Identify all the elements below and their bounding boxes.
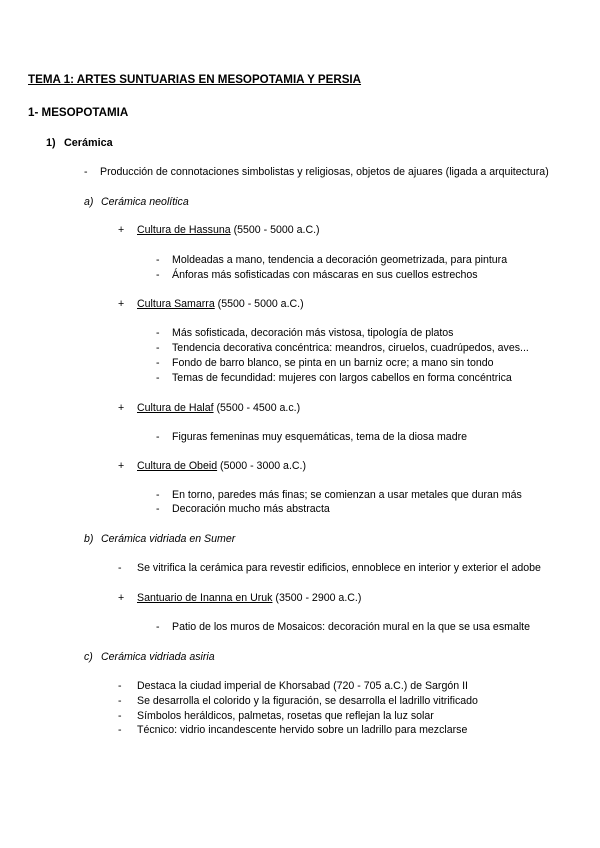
list-item: En torno, paredes más finas; se comienzan a usar metales que duran más <box>172 489 522 501</box>
culture-samarra <box>137 298 304 311</box>
culture-dates: (5500 - 5000 a.C.) <box>214 298 304 310</box>
bullet-dash: - <box>156 431 160 443</box>
bullet-plus: + <box>118 224 125 236</box>
list-item: Destaca la ciudad imperial de Khorsabad (720 - 705 a.C.) de Sargón II <box>137 680 468 692</box>
subheading-neolithic: Cerámica neolítica <box>101 196 189 208</box>
bullet-plus: + <box>118 298 125 310</box>
bullet-dash: - <box>156 372 160 384</box>
culture-hassuna <box>137 224 320 237</box>
list-item: Se desarrolla el colorido y la figuración, se desarrolla el ladrillo vitrificado <box>137 695 478 707</box>
bullet-dash: - <box>118 695 122 707</box>
subheading-assyria: Cerámica vidriada asiria <box>101 651 215 663</box>
section-heading: 1- MESOPOTAMIA <box>28 106 129 119</box>
list-item: Temas de fecundidad: mujeres con largos cabellos en forma concéntrica <box>172 372 512 384</box>
bullet-dash: - <box>156 269 160 281</box>
bullet-plus: + <box>118 460 125 472</box>
sanctuary-dates: (3500 - 2900 a.C.) <box>272 592 362 604</box>
bullet-dash: - <box>156 327 160 339</box>
culture-dates: (5500 - 4500 a.c.) <box>213 402 301 414</box>
sanctuary-name: Santuario de Inanna en Uruk <box>137 592 273 604</box>
list-item: Más sofisticada, decoración más vistosa, tipología de platos <box>172 327 454 339</box>
subheading-marker: c) <box>84 651 93 663</box>
bullet-dash: - <box>118 680 122 692</box>
document-title: TEMA 1: ARTES SUNTUARIAS EN MESOPOTAMIA Y PERSIA <box>28 73 362 86</box>
sanctuary-inanna <box>137 592 361 605</box>
subsection-number: 1) <box>46 137 56 149</box>
culture-dates: (5500 - 5000 a.C.) <box>230 224 320 236</box>
list-item: Decoración mucho más abstracta <box>172 503 330 515</box>
list-item: Tendencia decorativa concéntrica: meandros, ciruelos, cuadrúpedos, aves... <box>172 342 529 354</box>
bullet-dash: - <box>118 724 122 736</box>
bullet-dash: - <box>156 489 160 501</box>
culture-name: Cultura Samarra <box>137 298 215 310</box>
bullet-dash: - <box>118 562 122 574</box>
bullet-dash: - <box>156 254 160 266</box>
bullet-plus: + <box>118 592 125 604</box>
list-item: Se vitrifica la cerámica para revestir edificios, ennoblece en interior y exterior el adobe <box>137 562 541 574</box>
list-item: Figuras femeninas muy esquemáticas, tema de la diosa madre <box>172 431 468 443</box>
list-item: Patio de los muros de Mosaicos: decoración mural en la que se usa esmalte <box>172 621 531 633</box>
bullet-dash: - <box>84 166 88 178</box>
bullet-dash: - <box>156 503 160 515</box>
list-item: Técnico: vidrio incandescente hervido sobre un ladrillo para mezclarse <box>137 724 468 736</box>
list-item: Fondo de barro blanco, se pinta en un barniz ocre; a mano sin tondo <box>172 357 494 369</box>
bullet-plus: + <box>118 402 125 414</box>
culture-dates: (5000 - 3000 a.C.) <box>217 460 307 472</box>
list-item: Ánforas más sofisticadas con máscaras en sus cuellos estrechos <box>172 269 478 281</box>
bullet-dash: - <box>156 342 160 354</box>
culture-name: Cultura de Hassuna <box>137 224 231 236</box>
culture-name: Cultura de Obeid <box>137 460 218 472</box>
culture-obeid <box>137 460 306 473</box>
subheading-marker: b) <box>84 533 94 545</box>
list-item: Moldeadas a mano, tendencia a decoración geometrizada, para pintura <box>172 254 508 266</box>
subheading-marker: a) <box>84 196 94 208</box>
subsection-heading: Cerámica <box>64 137 113 149</box>
subheading-sumer: Cerámica vidriada en Sumer <box>101 533 236 545</box>
culture-halaf <box>137 402 300 415</box>
intro-text: Producción de connotaciones simbolistas y religiosas, objetos de ajuares (ligada a arquitectura) <box>100 166 549 178</box>
bullet-dash: - <box>118 710 122 722</box>
list-item: Símbolos heráldicos, palmetas, rosetas que reflejan la luz solar <box>137 710 434 722</box>
bullet-dash: - <box>156 357 160 369</box>
bullet-dash: - <box>156 621 160 633</box>
culture-name: Cultura de Halaf <box>137 402 214 414</box>
